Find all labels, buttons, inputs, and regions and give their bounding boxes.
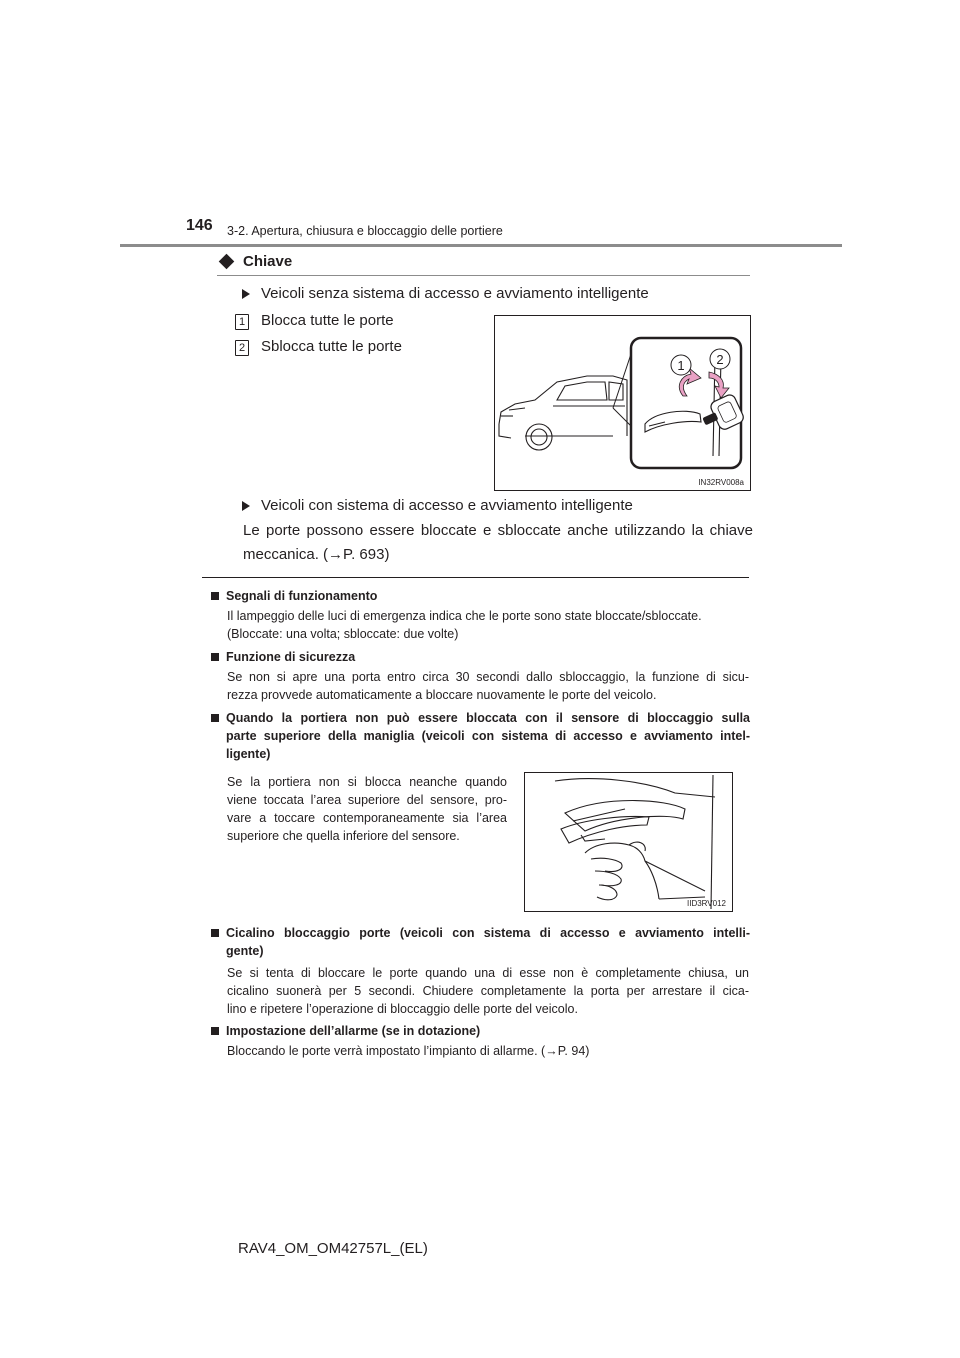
document-footer-code: RAV4_OM_OM42757L_(EL) <box>238 1240 428 1257</box>
figure-callout-2: 2 <box>716 352 724 367</box>
triangle-bullet-icon <box>242 289 250 299</box>
note-text-line: Se la portiera non si blocca neanche quando <box>227 775 507 789</box>
header-rule <box>120 244 842 247</box>
step-2-text: Sblocca tutte le porte <box>261 338 402 355</box>
note-text-line: cicalino suonerà per 5 secondi. Chiudere completamente la porta per arrestare il cica- <box>227 984 749 998</box>
condition-2-text: Veicoli con sistema di accesso e avviamento intelligente <box>261 497 633 514</box>
triangle-bullet-icon <box>242 501 250 511</box>
note-title-line: Cicalino bloccaggio porte (veicoli con sistema di accesso e avviamento intelli- <box>226 926 750 940</box>
note-text-line: Se si tenta di bloccare le porte quando una di esse non è completamente chiusa, un <box>227 966 749 980</box>
note-text-line: superiore che quella inferiore del sensore. <box>227 829 460 843</box>
note-title-line: parte superiore della maniglia (veicoli con sistema di accesso e avviamento intel- <box>226 729 750 743</box>
heading-text: Chiave <box>243 253 293 270</box>
square-bullet-icon <box>211 929 219 937</box>
step-1-number: 1 <box>235 314 249 330</box>
notes-separator <box>202 577 749 578</box>
figure-2-code: IID3RV012 <box>687 899 726 908</box>
note-text-line: vare a toccare contemporaneamente sia l’area <box>227 811 507 825</box>
figure-callout-1: 1 <box>677 358 685 373</box>
square-bullet-icon <box>211 592 219 600</box>
mechanical-key-line-1: Le porte possono essere bloccate e sbloccate anche utilizzando la chiave <box>243 522 753 539</box>
condition-2 <box>242 497 633 514</box>
note-title-block <box>226 924 750 960</box>
note-title-buzzer <box>211 924 750 960</box>
figure-1-code: IN32RV008a <box>698 478 744 487</box>
section-title: 3-2. Apertura, chiusura e bloccaggio delle portiere <box>227 224 503 238</box>
note-text-line: rezza provvede automaticamente a bloccare nuovamente le porte del veicolo. <box>227 688 657 702</box>
note-title-text: Impostazione dell’allarme (se in dotazione) <box>226 1024 481 1038</box>
mechanical-key-line-2: meccanica. (→P. 693) <box>243 546 390 563</box>
page-number: 146 <box>186 217 213 234</box>
note-text-line: (Bloccate: una volta; sbloccate: due volte) <box>227 627 459 641</box>
note-text-line: viene toccata l’area superiore del sensore, pro- <box>227 793 507 807</box>
note-title-signals <box>211 587 377 605</box>
note-title-block <box>226 709 750 763</box>
square-bullet-icon <box>211 1027 219 1035</box>
step-1-text: Blocca tutte le porte <box>261 312 394 329</box>
key-lock-figure <box>494 315 751 491</box>
condition-1-text: Veicoli senza sistema di accesso e avviamento intelligente <box>261 285 649 302</box>
condition-1 <box>242 285 649 302</box>
note-title-line: ligente) <box>226 747 271 761</box>
car-key-illustration <box>495 316 750 490</box>
note-title-safety <box>211 648 355 666</box>
section-heading <box>218 253 292 270</box>
note-text-line: lino e ripetere l’operazione di bloccaggio delle porte del veicolo. <box>227 1002 578 1016</box>
square-bullet-icon <box>211 653 219 661</box>
note-title-text: Segnali di funzionamento <box>226 589 378 603</box>
hand-touch-handle-illustration <box>525 773 732 911</box>
note-text-line: Bloccando le porte verrà impostato l’impianto di allarme. (→P. 94) <box>227 1044 590 1058</box>
note-text-line: Se non si apre una porta entro circa 30 secondi dallo sbloccaggio, la funzione di sicu- <box>227 670 749 684</box>
heading-rule <box>217 275 750 276</box>
step-2-number: 2 <box>235 340 249 356</box>
note-text-line: Il lampeggio delle luci di emergenza indica che le porte sono state bloccate/sbloccate. <box>227 609 702 623</box>
note-title-text: Funzione di sicurezza <box>226 650 356 664</box>
door-handle-figure <box>524 772 733 912</box>
diamond-bullet-icon <box>219 254 235 270</box>
note-title-line: Quando la portiera non può essere bloccata con il sensore di bloccaggio sulla <box>226 711 750 725</box>
note-title-sensor <box>211 709 750 763</box>
note-title-alarm <box>211 1022 480 1040</box>
square-bullet-icon <box>211 714 219 722</box>
note-title-line: gente) <box>226 944 264 958</box>
